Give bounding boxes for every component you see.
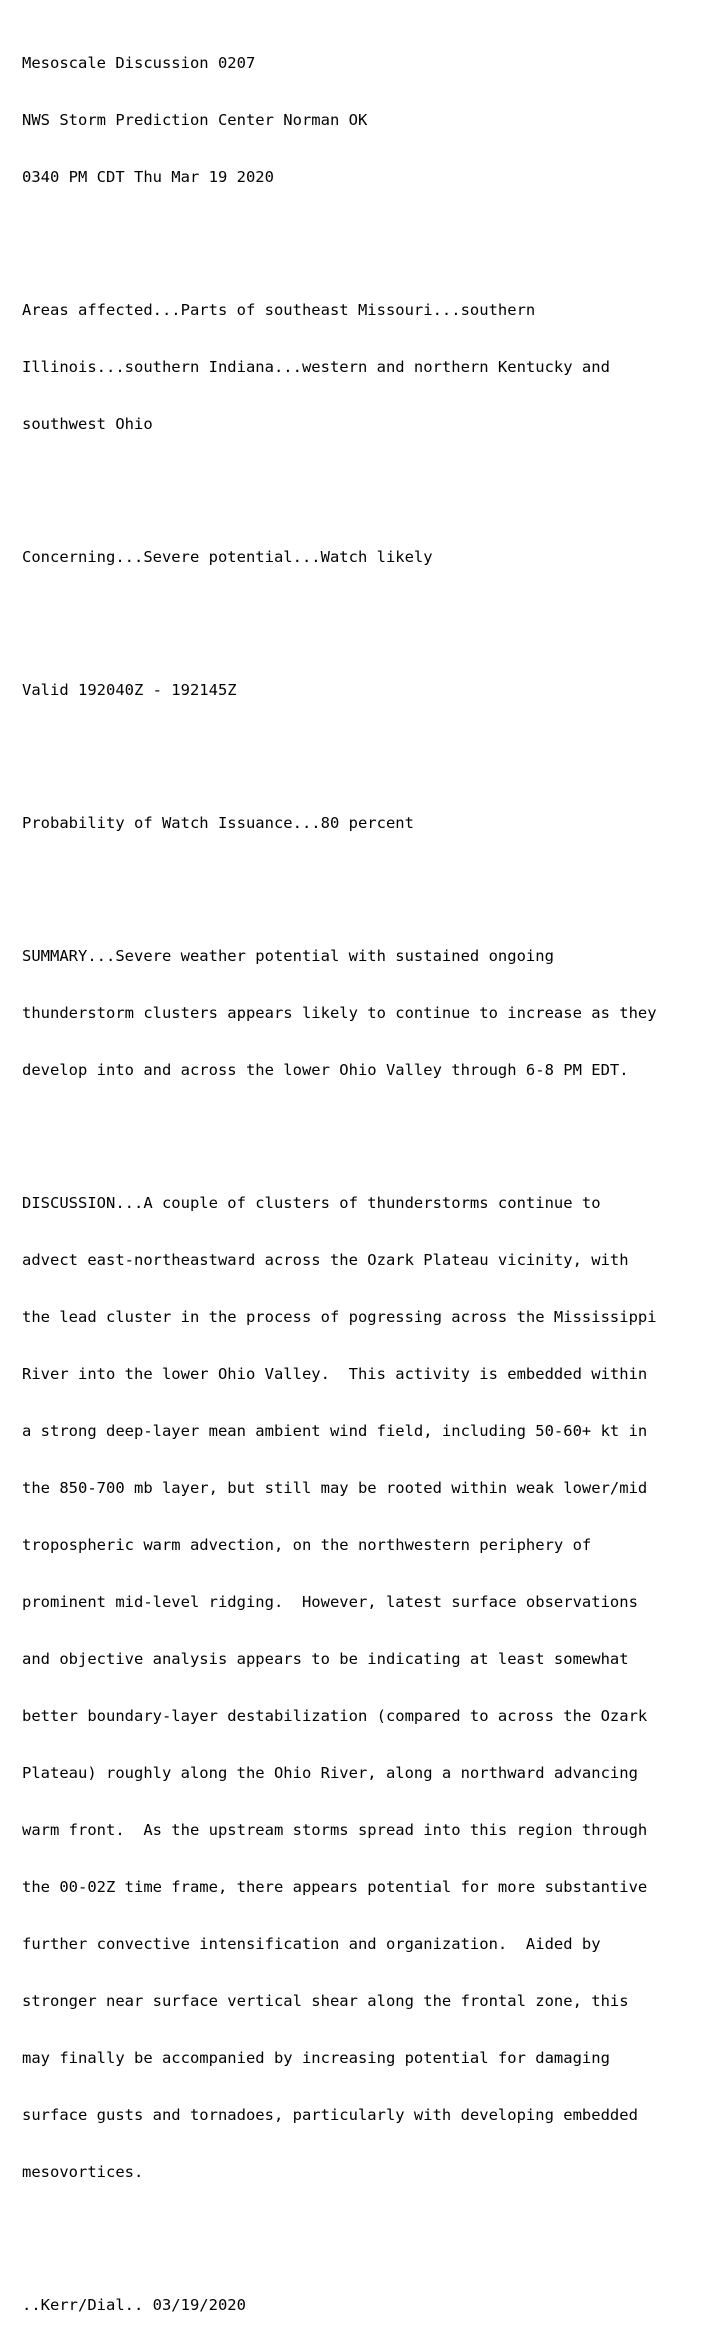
summary-line: develop into and across the lower Ohio Valley through 6-8 PM EDT. [22,1061,629,1079]
signature-line: ..Kerr/Dial.. 03/19/2020 [22,2296,246,2314]
discussion-line: the lead cluster in the process of pogressing across the Mississippi [22,1308,657,1326]
discussion-line: surface gusts and tornadoes, particularly with developing embedded [22,2106,638,2124]
blank-line [22,738,657,757]
discussion-line: advect east-northeastward across the Ozark Plateau vicinity, with [22,1251,629,1269]
discussion-line: mesovortices. [22,2163,144,2181]
issuing-office: NWS Storm Prediction Center Norman OK [22,111,368,129]
valid-line: Valid 192040Z - 192145Z [22,681,237,699]
discussion-line: the 00-02Z time frame, there appears potential for more substantive [22,1878,648,1896]
discussion-line: Plateau) roughly along the Ohio River, along a northward advancing [22,1764,638,1782]
discussion-line: DISCUSSION...A couple of clusters of thunderstorms continue to [22,1194,601,1212]
discussion-line: prominent mid-level ridging. However, latest surface observations [22,1593,638,1611]
areas-line: Areas affected...Parts of southeast Missouri...southern [22,301,536,319]
discussion-line: better boundary-layer destabilization (compared to across the Ozark [22,1707,648,1725]
issued-time: 0340 PM CDT Thu Mar 19 2020 [22,168,274,186]
discussion-line: the 850-700 mb layer, but still may be rooted within weak lower/mid [22,1479,648,1497]
probability-line: Probability of Watch Issuance...80 percent [22,814,414,832]
summary-line: thunderstorm clusters appears likely to continue to increase as they [22,1004,657,1022]
summary-line: SUMMARY...Severe weather potential with sustained ongoing [22,947,554,965]
discussion-line: River into the lower Ohio Valley. This activity is embedded within [22,1365,648,1383]
discussion-title: Mesoscale Discussion 0207 [22,54,256,72]
discussion-line: stronger near surface vertical shear along the frontal zone, this [22,1992,629,2010]
discussion-line: warm front. As the upstream storms spread into this region through [22,1821,648,1839]
concerning-line: Concerning...Severe potential...Watch likely [22,548,433,566]
areas-line: Illinois...southern Indiana...western and northern Kentucky and [22,358,610,376]
discussion-line: a strong deep-layer mean ambient wind field, including 50-60+ kt in [22,1422,648,1440]
discussion-document [22,16,657,2334]
blank-line [22,2220,657,2239]
discussion-line: tropospheric warm advection, on the northwestern periphery of [22,1536,592,1554]
blank-line [22,605,657,624]
discussion-line: may finally be accompanied by increasing potential for damaging [22,2049,610,2067]
blank-line [22,871,657,890]
discussion-line: further convective intensification and organization. Aided by [22,1935,601,1953]
blank-line [22,1118,657,1137]
blank-line [22,472,657,491]
discussion-line: and objective analysis appears to be indicating at least somewhat [22,1650,629,1668]
areas-line: southwest Ohio [22,415,153,433]
blank-line [22,225,657,244]
